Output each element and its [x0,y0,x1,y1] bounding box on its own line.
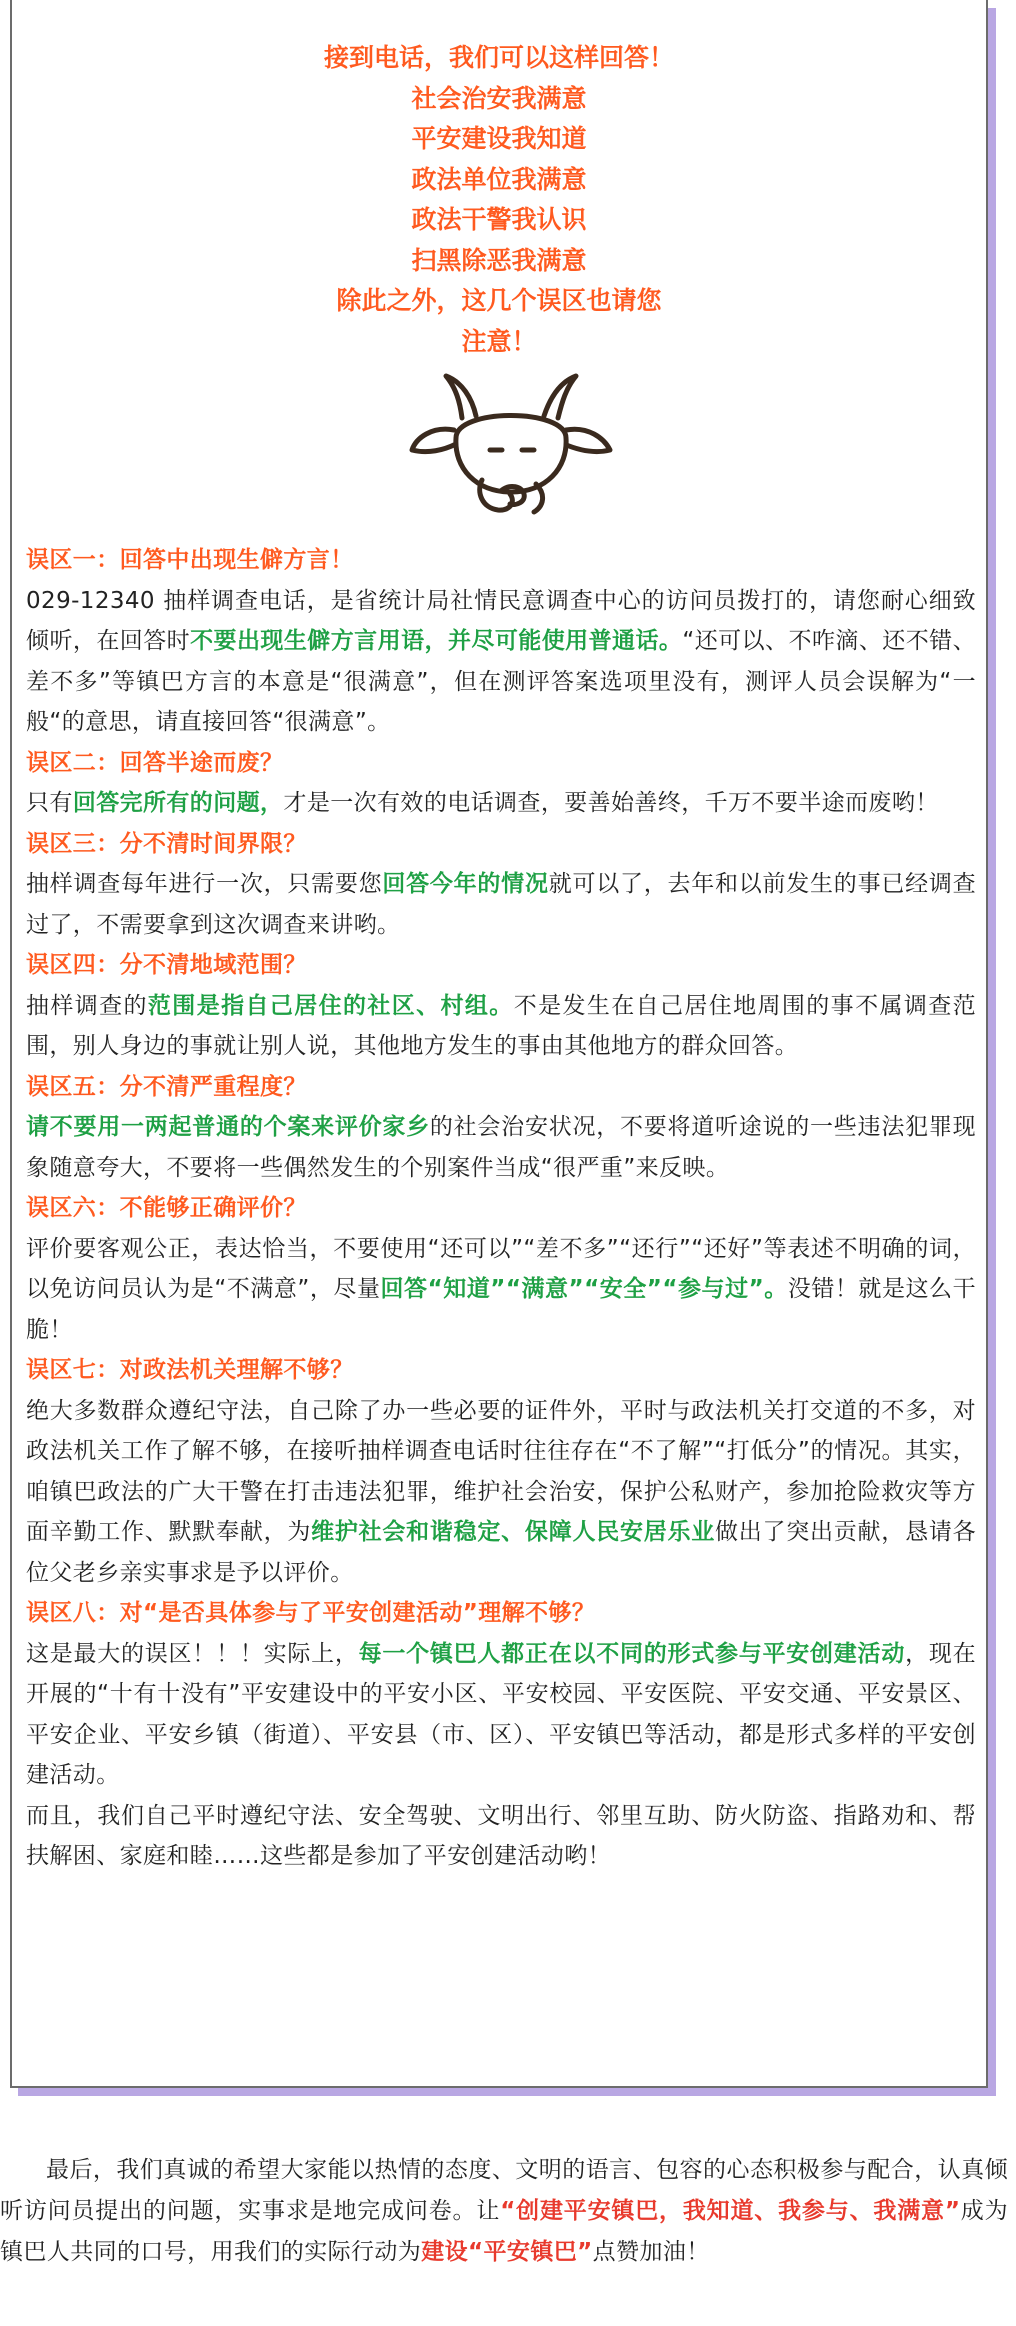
highlight-text: 不要出现生僻方言用语，并尽可能使用普通话。 [190,628,683,654]
section-body: 只有回答完所有的问题，才是一次有效的电话调查，要善始善终，千万不要半途而废哟！ [26,790,939,816]
highlight-text: 维护社会和谐稳定、保障人民安居乐业 [311,1519,715,1545]
section-body: 请不要用一两起普通的个案来评价家乡的社会治安状况，不要将道听途说的一些违法犯罪现象随意夸大，不要将一些偶然发生的个别案件当成“很严重”来反映。 [26,1114,976,1181]
section-heading: 误区一：回答中出现生僻方言！ [26,547,354,573]
intro-line: 注意！ [461,326,537,356]
section-heading: 误区五：分不清严重程度？ [26,1073,307,1100]
highlight-text: 回答“知道”“满意”“安全”“参与过”。 [380,1276,788,1302]
section-body: 029-12340 抽样调查电话，是省统计局社情民意调查中心的访问员拨打的，请您耐心细致倾听，在回答时不要出现生僻方言用语，并尽可能使用普通话。“还可以、不咋滴、还不错、差不多”等镇巴方言的本意是“很满意”，但在测评答案选项里没有，测评人员会误解为“一般“的意思，请直接回答“很满意”。 [26,587,976,735]
section-heading: 误区四：分不清地域范围？ [26,952,307,978]
section-body: 抽样调查每年进行一次，只需要您回答今年的情况就可以了，去年和以前发生的事已经调查过了，不需要拿到这次调查来讲哟。 [26,871,976,938]
section-heading: 误区三：分不清时间界限？ [26,830,307,857]
highlight-text: 回答今年的情况 [382,871,549,897]
content-body [26,540,976,1877]
intro-line: 政法干警我认识 [411,205,587,234]
intro-line: 平安建设我知道 [411,124,587,153]
section-heading: 误区六：不能够正确评价？ [26,1195,307,1221]
highlight-text: 回答完所有的问题， [72,790,284,816]
content-frame [10,0,988,2088]
closing-paragraph: 最后，我们真诚的希望大家能以热情的态度、文明的语言、包容的心态积极参与配合，认真倾听访问员提出的问题，实事求是地完成问卷。让“创建平安镇巴，我知道、我参与、我满意”成为镇巴人共同的口号，用我们的实际行动为建设“平安镇巴”点赞加油！ [0,2157,1008,2265]
section-body: 评价要客观公正，表达恰当，不要使用“还可以”“差不多”“还行”“还好”等表述不明确的词，以免访问员认为是“不满意”，尽量回答“知道”“满意”“安全”“参与过”。没错！就是这么干脆！ [26,1235,976,1343]
section-body: 而且，我们自己平时遵纪守法、安全驾驶、文明出行、邻里互助、防火防盗、指路劝和、帮扶解困、家庭和睦……这些都是参加了平安创建活动哟！ [26,1802,976,1869]
goat-mascot-icon [406,368,616,518]
intro-line: 除此之外，这几个误区也请您 [336,286,662,315]
section-body: 绝大多数群众遵纪守法，自己除了办一些必要的证件外，平时与政法机关打交道的不多，对政法机关工作了解不够，在接听抽样调查电话时往往存在“不了解”“打低分”的情况。其实，咱镇巴政法的广大干警在打击违法犯罪，维护社会治安，保护公私财产，参加抢险救灾等方面辛勤工作、默默奉献，为维护社会和谐稳定、保障人民安居乐业做出了突出贡献，恳请各位父老乡亲实事求是予以评价。 [26,1397,976,1586]
intro-line: 政法单位我满意 [411,164,587,194]
highlight-text: 范围是指自己居住的社区、村组。 [147,992,514,1019]
highlight-text: 每一个镇巴人都正在以不同的形式参与平安创建活动 [358,1640,906,1667]
intro-line: 社会治安我满意 [411,83,587,113]
section-heading: 误区七：对政法机关理解不够？ [26,1357,354,1383]
section-heading: 误区八：对“是否具体参与了平安创建活动”理解不够？ [26,1600,596,1626]
slogan-text: 建设“平安镇巴” [421,2239,593,2265]
highlight-text: 请不要用一两起普通的个案来评价家乡 [26,1114,430,1140]
section-heading: 误区二：回答半途而废？ [26,749,284,776]
intro-block [12,38,986,362]
section-body: 这是最大的误区！！！实际上，每一个镇巴人都正在以不同的形式参与平安创建活动，现在开展的“十有十没有”平安建设中的平安小区、平安校园、平安医院、平安交通、平安景区、平安企业、平安乡镇（街道）、平安县（市、区）、平安镇巴等活动，都是形式多样的平安创建活动。 [26,1640,976,1788]
section-body: 抽样调查的范围是指自己居住的社区、村组。不是发生在自己居住地周围的事不属调查范围，别人身边的事就让别人说，其他地方发生的事由其他地方的群众回答。 [26,992,976,1059]
intro-line: 接到电话，我们可以这样回答！ [323,43,674,72]
slogan-text: “创建平安镇巴，我知道、我参与、我满意” [500,2198,961,2224]
intro-line: 扫黑除恶我满意 [411,245,587,275]
